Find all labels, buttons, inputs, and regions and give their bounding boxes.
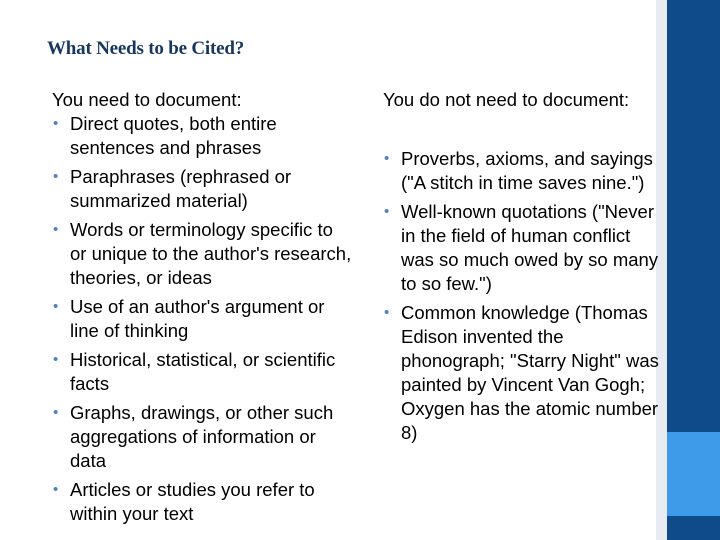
list-item [52,165,352,213]
list-item [383,301,668,445]
bullet-icon: • [53,481,59,498]
left-column-heading: You need to document: [52,89,242,110]
bullet-icon: • [384,304,390,321]
bullet-icon: • [53,221,59,238]
list-item-text: Paraphrases (rephrased or summarized material) [70,166,292,211]
list-item [383,147,668,195]
left-bullet-list [52,112,352,526]
bullet-icon: • [384,203,390,220]
list-item [52,401,352,473]
left-column [52,88,352,531]
list-item [52,112,352,160]
list-item-text: Graphs, drawings, or other such aggregations of information or data [70,402,334,471]
bullet-icon: • [53,168,59,185]
list-item-text: Well-known quotations ("Never in the field of human conflict was so much owed by so many to so few.") [401,201,659,294]
bullet-icon: • [384,150,390,167]
decorative-band-light-blue [667,432,720,516]
list-item [52,218,352,290]
list-item-text: Articles or studies you refer to within your text [70,479,315,524]
bullet-icon: • [53,115,59,132]
list-item [383,200,668,296]
list-item-text: Historical, statistical, or scientific facts [70,349,336,394]
right-column-heading: You do not need to document: [383,89,630,110]
bullet-icon: • [53,298,59,315]
list-item-text: Direct quotes, both entire sentences and phrases [70,113,277,158]
slide-title: What Needs to be Cited? [47,38,244,59]
list-item [52,295,352,343]
right-bullet-list [383,147,668,445]
list-item-text: Use of an author's argument or line of thinking [70,296,325,341]
bullet-icon: • [53,404,59,421]
right-column [383,88,668,450]
list-item [52,348,352,396]
bullet-icon: • [53,351,59,368]
list-item-text: Proverbs, axioms, and sayings ("A stitch in time saves nine.") [401,148,653,193]
list-item-text: Words or terminology specific to or unique to the author's research, theories, or ideas [70,219,352,288]
list-item-text: Common knowledge (Thomas Edison invented the phonograph; "Starry Night" was painted by Vincent Van Gogh; Oxygen has the atomic number 8) [401,302,659,443]
list-item [52,478,352,526]
